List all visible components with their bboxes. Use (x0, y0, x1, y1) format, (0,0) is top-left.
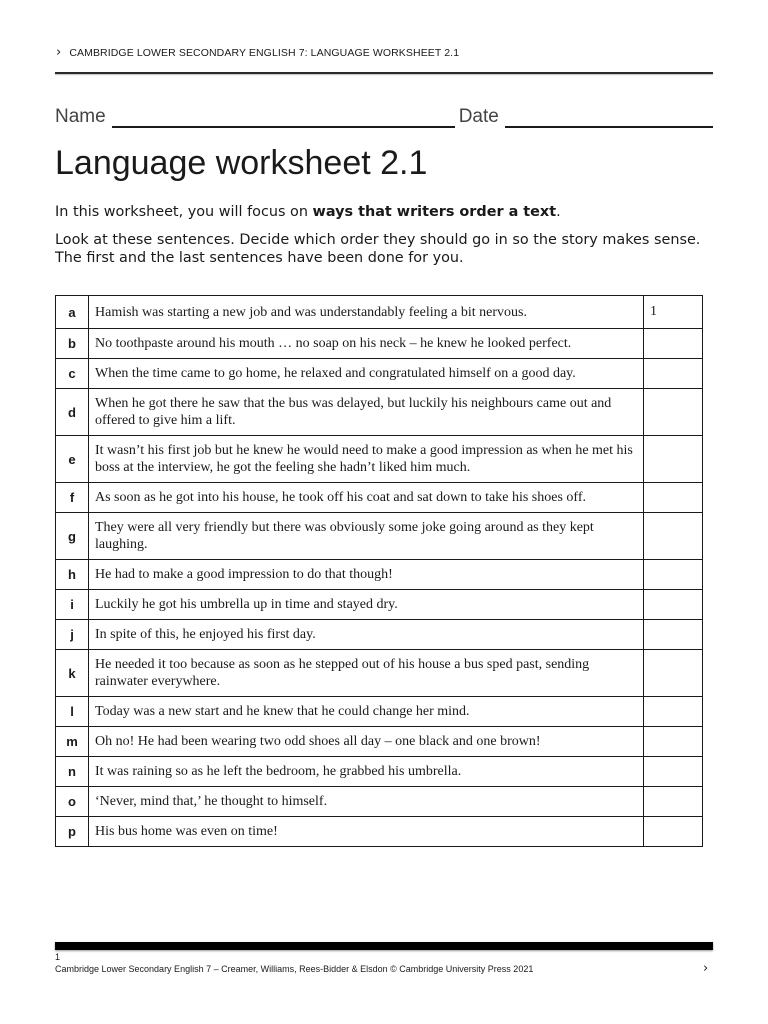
order-answer-cell[interactable]: 1 (644, 296, 703, 329)
table-row (56, 650, 703, 697)
table-row (56, 329, 703, 359)
row-letter: c (56, 359, 89, 389)
sentence-text: His bus home was even on time! (89, 817, 644, 847)
order-answer-cell[interactable] (644, 560, 703, 590)
table-row (56, 513, 703, 560)
sentence-text: No toothpaste around his mouth … no soap on his neck – he knew he looked perfect. (89, 329, 644, 359)
focus-text: In this worksheet, you will focus on (55, 204, 313, 220)
chevron-right-icon: › (56, 45, 62, 60)
name-label: Name (55, 106, 106, 127)
sentence-text: Today was a new start and he knew that he could change her mind. (89, 697, 644, 727)
table-row (56, 560, 703, 590)
sentence-text: They were all very friendly but there was obviously some joke going around as they kept laughing. (89, 513, 644, 560)
sentence-text: When the time came to go home, he relaxed and congratulated himself on a good day. (89, 359, 644, 389)
table-row (56, 727, 703, 757)
order-answer-cell[interactable] (644, 389, 703, 436)
row-letter: o (56, 787, 89, 817)
sentence-text: Oh no! He had been wearing two odd shoes all day – one black and one brown! (89, 727, 644, 757)
row-letter: p (56, 817, 89, 847)
sentence-text: It was raining so as he left the bedroom, he grabbed his umbrella. (89, 757, 644, 787)
sentence-text: Luckily he got his umbrella up in time and stayed dry. (89, 590, 644, 620)
sentence-text: When he got there he saw that the bus was delayed, but luckily his neighbours came out and offered to give him a lift. (89, 389, 644, 436)
page-number: 1 (55, 952, 61, 962)
row-letter: n (56, 757, 89, 787)
order-answer-cell[interactable] (644, 757, 703, 787)
date-field[interactable] (505, 106, 713, 128)
order-answer-cell[interactable] (644, 650, 703, 697)
focus-text-end: . (556, 204, 561, 220)
row-letter: h (56, 560, 89, 590)
table-row (56, 620, 703, 650)
table-row (56, 483, 703, 513)
sentence-text: It wasn’t his first job but he knew he would need to make a good impression as when he met his boss at the interview, he got the feeling she hadn’t liked him much. (89, 436, 644, 483)
order-answer-cell[interactable] (644, 513, 703, 560)
running-header (56, 46, 712, 59)
name-field[interactable] (112, 106, 455, 128)
chevron-right-icon: › (703, 961, 709, 976)
order-answer-cell[interactable] (644, 787, 703, 817)
row-letter: g (56, 513, 89, 560)
row-letter: i (56, 590, 89, 620)
date-label: Date (458, 106, 499, 127)
table-row (56, 757, 703, 787)
focus-statement (55, 203, 715, 221)
row-letter: f (56, 483, 89, 513)
row-letter: j (56, 620, 89, 650)
table-row (56, 359, 703, 389)
order-answer-cell[interactable] (644, 727, 703, 757)
table-row (56, 787, 703, 817)
row-letter: m (56, 727, 89, 757)
row-letter: d (56, 389, 89, 436)
order-answer-cell[interactable] (644, 483, 703, 513)
sentence-text: He needed it too because as soon as he stepped out of his house a bus sped past, sending rainwater everywhere. (89, 650, 644, 697)
order-answer-cell[interactable] (644, 817, 703, 847)
sentence-text: He had to make a good impression to do that though! (89, 560, 644, 590)
sentence-table (55, 295, 703, 847)
row-letter: l (56, 697, 89, 727)
page-title: Language worksheet 2.1 (55, 144, 428, 182)
row-letter: a (56, 296, 89, 329)
table-row (56, 697, 703, 727)
table-row (56, 590, 703, 620)
sentence-text: In spite of this, he enjoyed his first day. (89, 620, 644, 650)
copyright-footer: Cambridge Lower Secondary English 7 – Creamer, Williams, Rees-Bidder & Elsdon © Cambridge University Press 2021 (55, 964, 534, 974)
row-letter: b (56, 329, 89, 359)
table-row (56, 436, 703, 483)
table-row (56, 817, 703, 847)
table-row (56, 389, 703, 436)
row-letter: k (56, 650, 89, 697)
instructions (55, 203, 715, 267)
task-note: The first and the last sentences have been done for you. (55, 250, 464, 266)
task-instruction: Look at these sentences. Decide which order they should go in so the story makes sense. (55, 232, 701, 248)
name-date-row (55, 102, 713, 128)
order-answer-cell[interactable] (644, 697, 703, 727)
sentence-text: ‘Never, mind that,’ he thought to himself. (89, 787, 644, 817)
order-answer-cell[interactable] (644, 620, 703, 650)
order-answer-cell[interactable] (644, 436, 703, 483)
sentence-text: As soon as he got into his house, he took off his coat and sat down to take his shoes off. (89, 483, 644, 513)
order-answer-cell[interactable] (644, 359, 703, 389)
header-divider (55, 72, 713, 74)
footer-divider (55, 942, 713, 950)
sentence-text: Hamish was starting a new job and was understandably feeling a bit nervous. (89, 296, 644, 329)
order-answer-cell[interactable] (644, 590, 703, 620)
focus-bold-text: ways that writers order a text (312, 204, 557, 220)
row-letter: e (56, 436, 89, 483)
header-text: CAMBRIDGE LOWER SECONDARY ENGLISH 7: LANGUAGE WORKSHEET 2.1 (69, 46, 460, 59)
table-row (56, 296, 703, 329)
order-answer-cell[interactable] (644, 329, 703, 359)
